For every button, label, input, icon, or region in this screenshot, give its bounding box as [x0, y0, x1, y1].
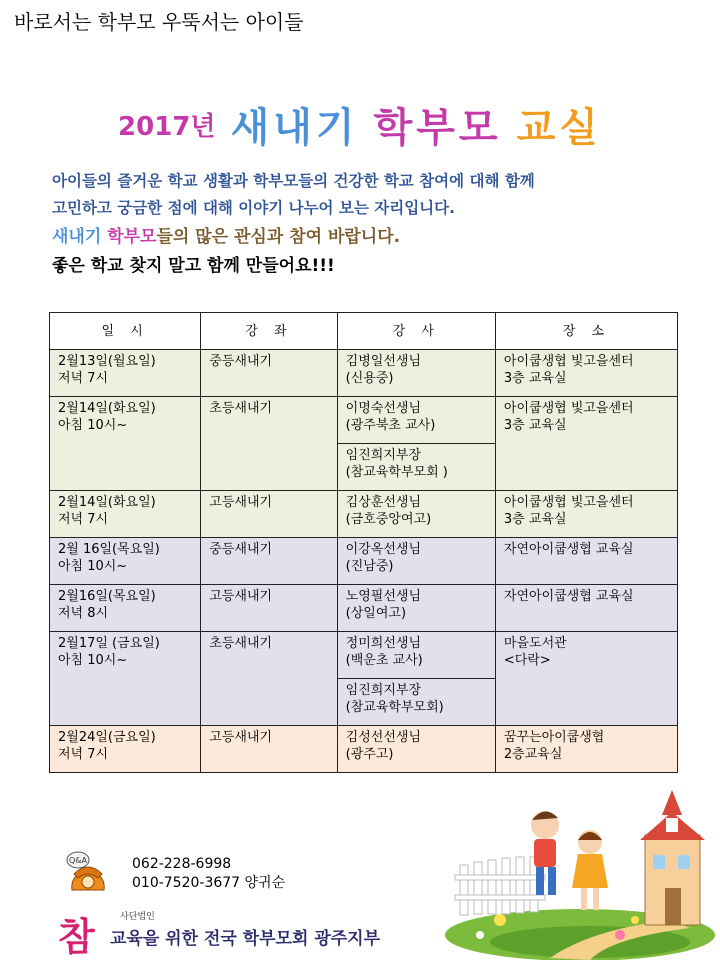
lecturer-name: 김성선선생님	[345, 730, 422, 745]
cell-datetime	[50, 397, 201, 491]
lecturer-name: 정미희선생님	[345, 636, 422, 651]
logo-org-name: 교육을 위한 전국 학부모회 광주지부	[110, 929, 381, 949]
lecturer-name: 김상훈선생님	[345, 495, 422, 510]
cell-lecturer	[337, 585, 495, 632]
lecturer-affiliation: (광주고)	[345, 747, 394, 762]
header-place: 장 소	[495, 313, 677, 350]
date-text: 2월17일 (금요일)	[58, 636, 160, 651]
lecturer-affiliation: (백운초 교사)	[345, 653, 423, 668]
time-text: 저녁 7시	[58, 512, 109, 527]
time-text: 저녁 7시	[58, 747, 109, 762]
date-text: 2월14일(화요일)	[58, 495, 156, 510]
table-header-row	[50, 313, 678, 350]
time-text: 저녁 8시	[58, 606, 109, 621]
cell-lecturer-second	[337, 444, 495, 491]
cell-lecturer	[337, 350, 495, 397]
table-row	[50, 632, 678, 679]
place-name: 아이쿱생협 빛고을센터	[503, 354, 634, 369]
place-room: 3층 교육실	[503, 418, 567, 433]
title-year: 2017년	[118, 112, 216, 142]
place-room: 3층 교육실	[503, 512, 567, 527]
intro-line-2: 고민하고 궁금한 점에 대해 이야기 나누어 보는 자리입니다.	[52, 199, 456, 217]
lecturer-name: 이강옥선생님	[345, 542, 422, 557]
lecturer-name: 임진희지부장	[345, 448, 422, 463]
place-name: 아이쿱생협 빛고을센터	[503, 401, 634, 416]
cell-place	[495, 397, 677, 491]
cell-lecturer	[337, 538, 495, 585]
date-text: 2월24일(금요일)	[58, 730, 156, 745]
organization-logo	[58, 906, 442, 959]
cell-lecturer	[337, 632, 495, 679]
place-name: 꿈꾸는아이쿱생협	[503, 730, 605, 745]
table-row	[50, 397, 678, 444]
date-text: 2월13일(월요일)	[58, 354, 156, 369]
intro-line-1: 아이들의 즐거운 학교 생활과 학부모들의 건강한 학교 참여에 대해 함께	[52, 172, 535, 190]
lecturer-affiliation: (신용중)	[345, 371, 394, 386]
cell-course: 중등새내기	[201, 350, 337, 397]
lecturer-affiliation: (진남중)	[345, 559, 394, 574]
place-room: <다락>	[503, 653, 551, 668]
table-row	[50, 350, 678, 397]
cell-course: 중등새내기	[201, 538, 337, 585]
time-text: 아침 10시~	[58, 653, 128, 668]
children-school-illustration	[440, 770, 720, 960]
lecturer-affiliation: (광주북초 교사)	[345, 418, 436, 433]
cell-place	[495, 538, 677, 585]
header-lecturer: 강 사	[337, 313, 495, 350]
title-word-classroom: 교실	[516, 105, 602, 151]
table-row	[50, 585, 678, 632]
time-text: 아침 10시~	[58, 418, 128, 433]
place-name: 아이쿱생협 빛고을센터	[503, 495, 634, 510]
schedule-table	[49, 312, 678, 773]
place-name: 자연아이쿱생협 교육실	[503, 589, 634, 604]
time-text: 저녁 7시	[58, 371, 109, 386]
table-row	[50, 538, 678, 585]
cell-place	[495, 491, 677, 538]
cell-place	[495, 726, 677, 773]
cell-datetime	[50, 350, 201, 397]
cell-place	[495, 350, 677, 397]
header-course: 강 좌	[201, 313, 337, 350]
cell-datetime	[50, 632, 201, 726]
cell-lecturer	[337, 491, 495, 538]
time-text: 아침 10시~	[58, 559, 128, 574]
intro-rest: 들의 많은 관심과 참여 바랍니다.	[156, 227, 401, 247]
slogan-header: 바로서는 학부모 우뚝서는 아이들	[14, 10, 304, 34]
cell-datetime	[50, 538, 201, 585]
svg-text:Q&A: Q&A	[68, 856, 88, 865]
lecturer-name: 임진희지부장	[345, 683, 422, 698]
header-datetime: 일 시	[50, 313, 201, 350]
lecturer-name: 이명숙선생님	[345, 401, 422, 416]
cell-course: 고등새내기	[201, 726, 337, 773]
cell-course: 고등새내기	[201, 491, 337, 538]
cell-datetime	[50, 585, 201, 632]
place-room: 2층교육실	[503, 747, 563, 762]
intro-line-4: 좋은 학교 찾지 말고 함께 만들어요!!!	[52, 256, 335, 276]
lecturer-affiliation: (상일여고)	[345, 606, 407, 621]
logo-subtitle: 사단법인	[120, 912, 155, 922]
intro-line-3	[52, 222, 692, 252]
intro-text	[52, 168, 692, 280]
cell-datetime	[50, 491, 201, 538]
table-row	[50, 726, 678, 773]
contact-phone-1: 062-228-6998	[132, 856, 232, 872]
contact-info	[132, 855, 285, 893]
lecturer-affiliation: (금호중앙여고)	[345, 512, 432, 527]
date-text: 2월16일(목요일)	[58, 589, 156, 604]
logo-mark: 참	[58, 914, 95, 959]
cell-datetime	[50, 726, 201, 773]
cell-course: 고등새내기	[201, 585, 337, 632]
lecturer-name: 노영필선생님	[345, 589, 422, 604]
place-name: 자연아이쿱생협 교육실	[503, 542, 634, 557]
place-room: 3층 교육실	[503, 371, 567, 386]
lecturer-name: 김병일선생님	[345, 354, 422, 369]
date-text: 2월 16일(목요일)	[58, 542, 160, 557]
lecturer-affiliation: (참교육학부모회 )	[345, 465, 448, 480]
intro-word-parents: 학부모	[107, 227, 157, 247]
cell-place	[495, 585, 677, 632]
lecturer-affiliation: (참교육학부모회)	[345, 700, 444, 715]
cell-course: 초등새내기	[201, 632, 337, 726]
cell-lecturer-second	[337, 679, 495, 726]
cell-place	[495, 632, 677, 726]
title-word-newbie: 새내기	[230, 105, 359, 151]
cell-course: 초등새내기	[201, 397, 337, 491]
cell-lecturer	[337, 397, 495, 444]
cell-lecturer	[337, 726, 495, 773]
title-word-parents: 학부모	[373, 105, 502, 151]
table-row	[50, 491, 678, 538]
place-name: 마을도서관	[503, 636, 567, 651]
intro-word-newbie: 새내기	[52, 227, 102, 247]
phone-icon	[64, 850, 112, 894]
date-text: 2월14일(화요일)	[58, 401, 156, 416]
event-title	[0, 96, 720, 153]
contact-phone-2: 010-7520-3677 양귀순	[132, 875, 286, 891]
